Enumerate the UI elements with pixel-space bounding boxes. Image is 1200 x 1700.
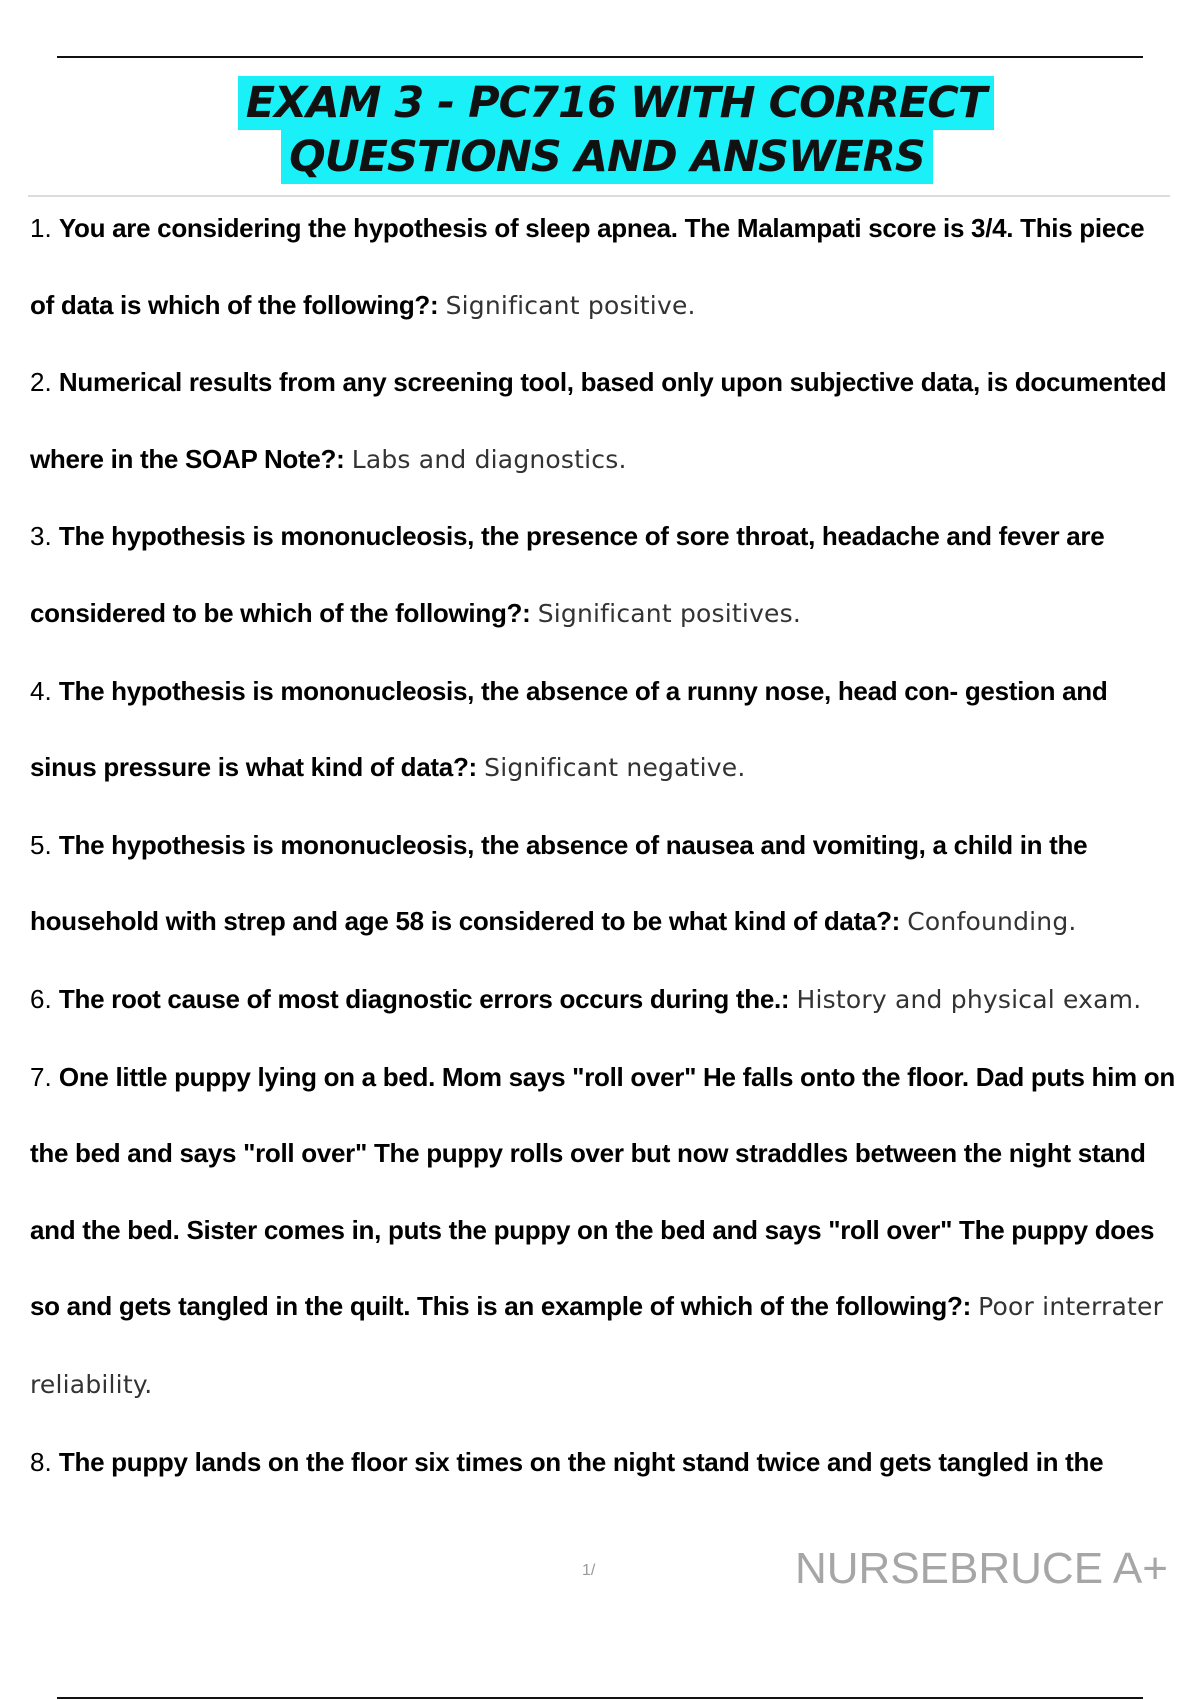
question-text: One little puppy lying on a bed. Mom says "roll over" He falls onto the floor. Dad puts him on the bed and says "roll over" The puppy rolls over but now straddles between the night stand and the bed. Sister comes in, puts the puppy on the bed and says "roll over" The puppy does so and gets tangled in the quilt. This is an example of which of the following?:	[30, 1061, 1175, 1322]
watermark: NURSEBRUCE A+	[795, 1544, 1168, 1593]
question-number: 7.	[30, 1061, 52, 1092]
question-number: 2.	[30, 367, 52, 398]
answer-text: Confounding.	[907, 907, 1077, 937]
question-item-3	[30, 498, 1175, 652]
question-number: 5.	[30, 829, 52, 860]
question-text: The hypothesis is mononucleosis, the absence of a runny nose, head con- gestion and sinus pressure is what kind of data?:	[30, 675, 1108, 783]
bottom-rule	[57, 1697, 1143, 1699]
question-number: 4.	[30, 675, 52, 706]
answer-text: Significant positives.	[537, 598, 802, 628]
answer-text: History and physical exam.	[796, 984, 1142, 1014]
answer-text: Labs and diagnostics.	[351, 444, 627, 474]
question-item-7	[30, 1039, 1175, 1424]
question-text: Numerical results from any screening tool, based only upon subjective data, is documented where in the SOAP Note?:	[30, 367, 1167, 474]
question-item-6	[30, 961, 1175, 1039]
question-item-5	[30, 807, 1175, 961]
page-number: 1/	[582, 1562, 596, 1579]
question-text: The hypothesis is mononucleosis, the absence of nausea and vomiting, a child in the household with strep and age 58 is considered to be what kind of data?:	[30, 829, 1088, 937]
question-item-2	[30, 344, 1175, 498]
answer-text: Significant positive.	[445, 290, 696, 320]
question-item-1	[30, 190, 1175, 344]
title-line-2: QUESTIONS AND ANSWERS	[281, 130, 933, 184]
answer-text: Significant negative.	[484, 753, 746, 783]
top-rule	[57, 56, 1143, 58]
question-item-4	[30, 653, 1175, 807]
question-number: 3.	[30, 521, 52, 552]
question-item-8	[30, 1424, 1175, 1502]
question-text: You are considering the hypothesis of sleep apnea. The Malampati score is 3/4. This piece of data is which of the following?:	[30, 213, 1145, 320]
question-number: 8.	[30, 1446, 52, 1477]
question-list	[30, 190, 1175, 1501]
answer-text: Poor interrater reliability.	[30, 1292, 1164, 1399]
question-number: 6.	[30, 983, 52, 1014]
question-text: The puppy lands on the floor six times on the night stand twice and gets tangled in the	[58, 1446, 1104, 1477]
question-number: 1.	[30, 213, 52, 243]
title-line-1: EXAM 3 - PC716 WITH CORRECT	[238, 76, 994, 130]
question-text: The root cause of most diagnostic errors occurs during the.:	[58, 983, 790, 1014]
document-title	[0, 76, 1200, 184]
question-text: The hypothesis is mononucleosis, the presence of sore throat, headache and fever are considered to be which of the following?:	[30, 521, 1105, 628]
